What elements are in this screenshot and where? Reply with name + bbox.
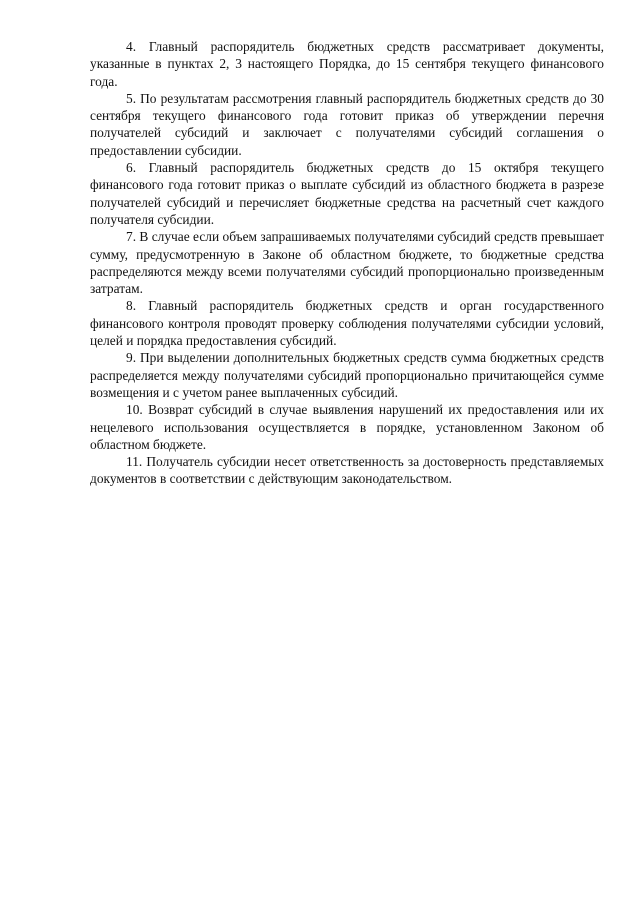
paragraph-5: 5. По результатам рассмотрения главный распорядитель бюджетных средств до 30 сентября текущего финансового года готовит приказ об утверждении перечня получателей субсидий и заключает с получателями субсидий соглашения о предоставлении субсидии. (90, 90, 604, 158)
paragraph-8: 8. Главный распорядитель бюджетных средств и орган государственного финансового контроля проводят проверку соблюдения получателями субсидии условий, целей и порядка предоставления субсидий. (90, 298, 604, 349)
paragraph-6: 6. Главный распорядитель бюджетных средств до 15 октября текущего финансового года готовит приказ о выплате субсидий из областного бюджета в разрезе получателей субсидий и перечисляет бюджетные средства на расчетный счет каждого получателя субсидии. (90, 160, 604, 227)
paragraph-7: 7. В случае если объем запрашиваемых получателями субсидий средств превышает сумму, предусмотренную в Законе об областном бюджете, то бюджетные средства распределяются между всеми получателями субсидий пропорционально произведенным затратам. (90, 229, 604, 297)
paragraph-10: 10. Возврат субсидий в случае выявления нарушений их предоставления или их нецелевого использования осуществляется в порядке, установленном Законом об областном бюджете. (90, 402, 604, 452)
paragraph-11: 11. Получатель субсидии несет ответственность за достоверность представляемых документов в соответствии с действующим законодательством. (90, 454, 604, 487)
document-body (90, 38, 604, 488)
paragraph-9: 9. При выделении дополнительных бюджетных средств сумма бюджетных средств распределяется между получателями субсидий пропорционально причитающейся сумме возмещения и с учетом ранее выплаченных субсидий. (90, 350, 604, 400)
paragraph-4: 4. Главный распорядитель бюджетных средств рассматривает документы, указанные в пунктах 2, 3 настоящего Порядка, до 15 сентября текущего финансового года. (90, 39, 604, 89)
